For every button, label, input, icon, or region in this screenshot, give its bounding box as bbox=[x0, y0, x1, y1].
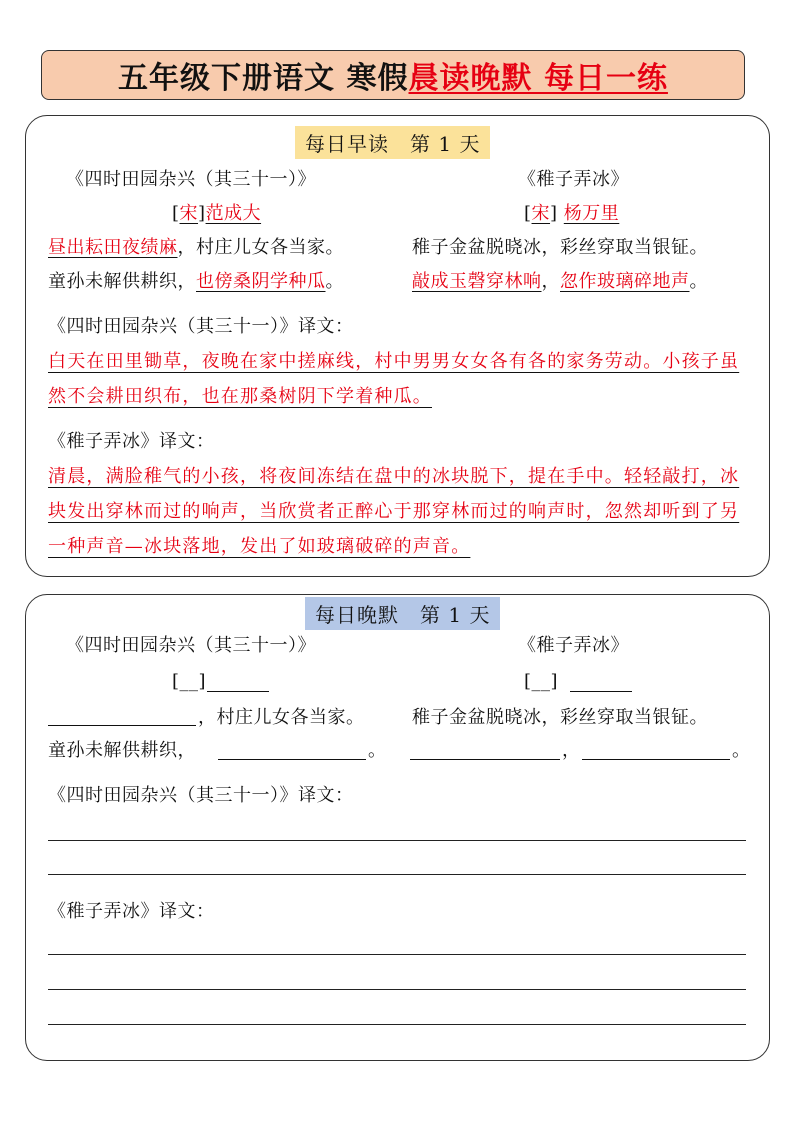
poem1-author-line: [宋]范成大 bbox=[172, 203, 262, 224]
translation2-writing-line[interactable] bbox=[48, 954, 746, 955]
title-highlight: 晨读晚默 每日一练 bbox=[408, 61, 668, 96]
poem1-author: 范成大 bbox=[205, 203, 262, 224]
dictation-poem2-line2-end: 。 bbox=[732, 740, 751, 761]
dictation-translation1-label: 《四时田园杂兴（其三十一）》译文： bbox=[48, 785, 354, 806]
poem2-title: 《稚子弄冰》 bbox=[518, 169, 629, 190]
dictation-poem2-line2-sep: ， bbox=[562, 740, 581, 761]
evening-dictation-panel bbox=[25, 594, 770, 1061]
dictation-poem1-title: 《四时田园杂兴（其三十一）》 bbox=[66, 635, 316, 656]
dictation-poem2-line2a-blank[interactable] bbox=[410, 758, 560, 760]
poem2-line1: 稚子金盆脱晓冰，彩丝穿取当银钲。 bbox=[412, 237, 708, 258]
dictation-poem2-line2b-blank[interactable] bbox=[582, 758, 730, 760]
poem2-line2: 敲成玉磬穿林响，忽作玻璃碎地声。 bbox=[412, 271, 708, 292]
dictation-poem2-author-blank[interactable] bbox=[570, 690, 632, 692]
translation2-text: 清晨，满脸稚气的小孩，将夜间冻结在盘中的冰块脱下，提在手中。轻轻敲打，冰块发出穿林而过的响声，当欣赏者正醉心于那穿林而过的响声时，忽然却听到了另一种声音—冰块落地，发出了如玻璃破碎的声音。 bbox=[48, 466, 740, 557]
poem1-line1: 昼出耘田夜绩麻，村庄儿女各当家。 bbox=[48, 237, 344, 258]
poem1-dynasty: 宋 bbox=[179, 203, 199, 224]
poem1-title: 《四时田园杂兴（其三十一）》 bbox=[66, 169, 316, 190]
dictation-poem1-line2-start: 童孙未解供耕织， bbox=[48, 740, 196, 761]
dictation-poem1-author-blank[interactable] bbox=[207, 690, 269, 692]
page-title bbox=[41, 50, 745, 100]
dictation-poem2-line1: 稚子金盆脱晓冰，彩丝穿取当银钲。 bbox=[412, 707, 708, 728]
translation1-text: 白天在田里锄草，夜晚在家中搓麻线，村中男男女女各有各的家务劳动。小孩子虽然不会耕田织布，也在那桑树阴下学着种瓜。 bbox=[48, 351, 740, 407]
dictation-poem1-line2-end: 。 bbox=[368, 740, 387, 761]
translation2-writing-line[interactable] bbox=[48, 989, 746, 990]
dictation-poem2-dynasty-blank[interactable]: [__] bbox=[524, 671, 559, 692]
translation1-writing-line[interactable] bbox=[48, 840, 746, 841]
translation1-writing-line[interactable] bbox=[48, 874, 746, 875]
dictation-poem1-line1-rest: ，村庄儿女各当家。 bbox=[198, 707, 365, 728]
morning-section-title: 每日早读 第 1 天 bbox=[295, 126, 490, 159]
evening-section-title: 每日晚默 第 1 天 bbox=[305, 597, 500, 630]
dictation-poem1-line2-blank[interactable] bbox=[218, 758, 366, 760]
poem1-line2: 童孙未解供耕织，也傍桑阴学种瓜。 bbox=[48, 271, 344, 292]
poem2-dynasty: 宋 bbox=[531, 203, 551, 224]
dictation-poem1-line1-blank[interactable] bbox=[48, 724, 196, 726]
translation1-label: 《四时田园杂兴（其三十一）》译文： bbox=[48, 316, 354, 337]
dictation-translation2-label: 《稚子弄冰》译文： bbox=[48, 901, 215, 922]
title-main: 五年级下册语文 寒假 bbox=[118, 61, 409, 96]
translation2-label: 《稚子弄冰》译文： bbox=[48, 431, 215, 452]
dictation-poem2-title: 《稚子弄冰》 bbox=[518, 635, 629, 656]
dictation-poem1-dynasty-blank[interactable]: [__] bbox=[172, 671, 207, 692]
translation2-writing-line[interactable] bbox=[48, 1024, 746, 1025]
poem2-author: 杨万里 bbox=[563, 203, 620, 224]
poem2-author-line: [宋] 杨万里 bbox=[524, 203, 620, 224]
